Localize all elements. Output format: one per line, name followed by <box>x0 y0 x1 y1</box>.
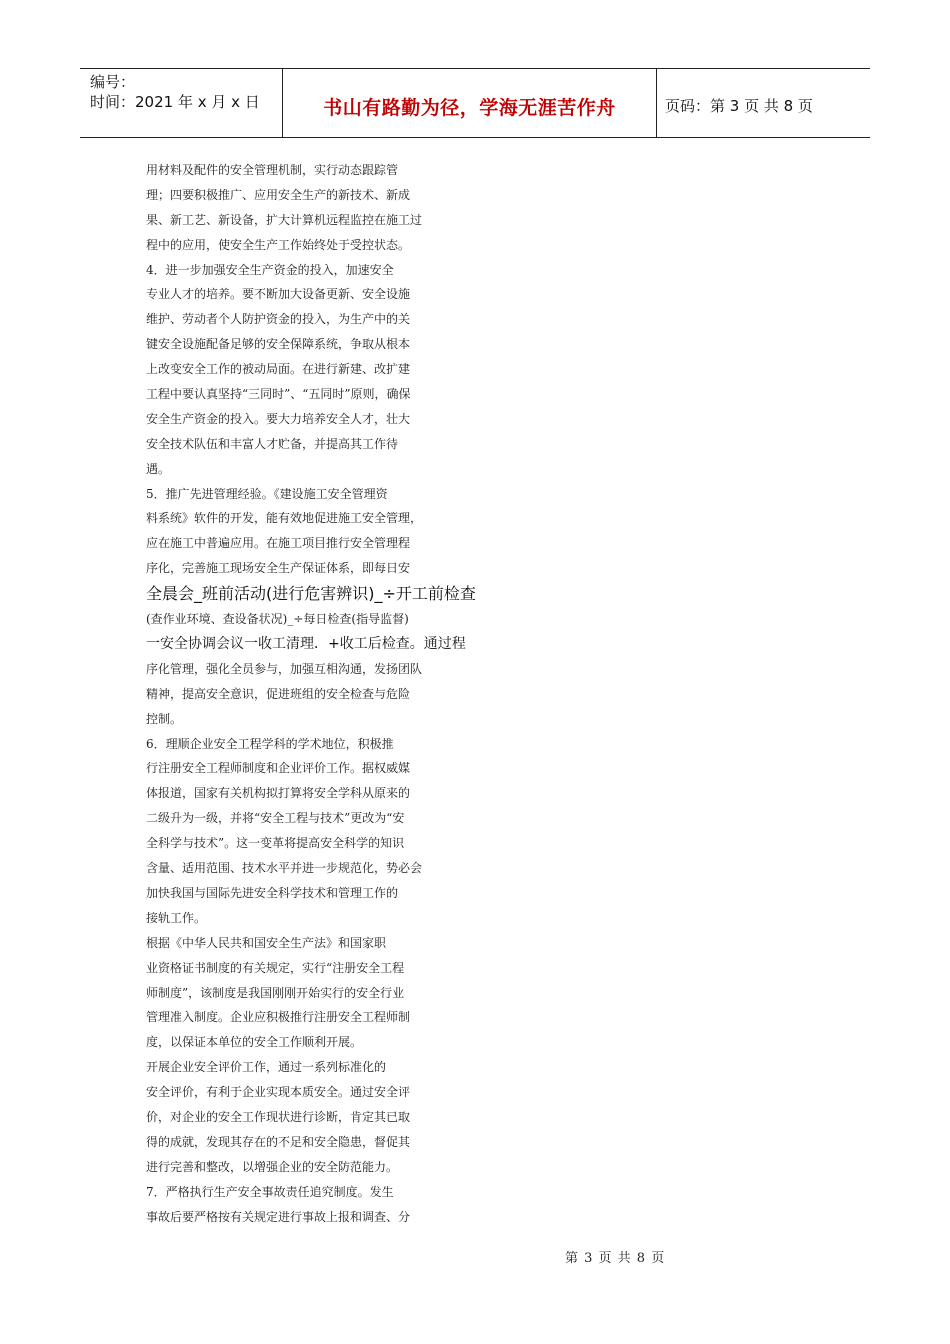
text-line: 遇。 <box>146 461 171 476</box>
text-line: 4．进一步加强安全生产资金的投入，加速安全 <box>146 262 394 277</box>
text-line: 师制度”，该制度是我国刚刚开始实行的安全行业 <box>146 985 405 1000</box>
document-code-label: 编号： <box>90 73 136 91</box>
text-line: 精神，提高安全意识，促进班组的安全检查与危险 <box>146 686 411 701</box>
page-header <box>80 68 870 138</box>
text-line: 根据《中华人民共和国安全生产法》和国家职 <box>146 935 387 950</box>
text-line: 事故后要严格按有关规定进行事故上报和调查、分 <box>146 1209 411 1224</box>
text-line: 专业人才的培养。要不断加大设备更新、安全设施 <box>146 287 411 302</box>
text-line: 开展企业安全评价工作，通过一系列标准化的 <box>146 1060 387 1075</box>
text-line: 加快我国与国际先进安全科学技术和管理工作的 <box>146 885 399 900</box>
text-line: 接轨工作。 <box>146 910 207 925</box>
text-line: 控制。 <box>146 711 183 726</box>
text-line: 含量、适用范围、技术水平并进一步规范化，势必会 <box>146 861 423 876</box>
text-line: 二级升为一级，并将“安全工程与技术”更改为“安 <box>146 811 405 826</box>
text-line: 应在施工中普遍应用。在施工项目推行安全管理程 <box>146 536 411 551</box>
text-line: 果、新工艺、新设备，扩大计算机远程监控在施工过 <box>146 212 423 227</box>
text-line: 安全生产资金的投入。要大力培养安全人才，壮大 <box>146 411 411 426</box>
text-line: 料系统》软件的开发，能有效地促进施工安全管理， <box>146 511 423 526</box>
text-line: 安全技术队伍和丰富人才贮备，并提高其工作待 <box>146 436 399 451</box>
text-line: 一安全协调会议一收工清理．+收工后检查。通过程 <box>146 636 466 653</box>
text-line: 进行完善和整改，以增强企业的安全防范能力。 <box>146 1159 399 1174</box>
header-meta <box>80 69 282 137</box>
text-line: 安全评价，有利于企业实现本质安全。通过安全评 <box>146 1085 411 1100</box>
header-page-cell <box>656 69 870 137</box>
text-line: 6．理顺企业安全工程学科的学术地位，积极推 <box>146 736 394 751</box>
body-text <box>146 158 506 1229</box>
text-line: 管理准入制度。企业应积极推行注册安全工程师制 <box>146 1010 411 1025</box>
text-line: 全科学与技术”。这一变革将提高安全科学的知识 <box>146 836 405 851</box>
text-line: 理；四要积极推广、应用安全生产的新技术、新成 <box>146 187 411 202</box>
header-page-number: 页码：第 3 页 共 8 页 <box>665 97 813 115</box>
text-line: 键安全设施配备足够的安全保障系统，争取从根本 <box>146 337 411 352</box>
text-line: 程中的应用，使安全生产工作始终处于受控状态。 <box>146 237 411 252</box>
text-line: 得的成就，发现其存在的不足和安全隐患，督促其 <box>146 1134 411 1149</box>
text-line: 度，以保证本单位的安全工作顺利开展。 <box>146 1035 363 1050</box>
text-line: 价，对企业的安全工作现状进行诊断，肯定其已取 <box>146 1109 411 1124</box>
text-line: 序化管理，强化全员参与，加强互相沟通，发扬团队 <box>146 661 423 676</box>
header-motto-cell <box>282 69 657 137</box>
text-line: 序化，完善施工现场安全生产保证体系，即每日安 <box>146 561 411 576</box>
text-line: 体报道，国家有关机构拟打算将安全学科从原来的 <box>146 786 411 801</box>
text-line: 5．推广先进管理经验。《建设施工安全管理资 <box>146 486 388 501</box>
header-motto: 书山有路勤为径，学海无涯苦作舟 <box>323 97 616 119</box>
text-line: 维护、劳动者个人防护资金的投入，为生产中的关 <box>146 312 411 327</box>
document-date-label: 时间：2021 年 x 月 x 日 <box>90 93 260 111</box>
text-line: 行注册安全工程师制度和企业评价工作。据权威媒 <box>146 761 411 776</box>
text-line: 业资格证书制度的有关规定，实行“注册安全工程 <box>146 960 405 975</box>
text-line: 用材料及配件的安全管理机制，实行动态跟踪管 <box>146 163 399 177</box>
text-line: 7．严格执行生产安全事故责任追究制度。发生 <box>146 1184 394 1199</box>
text-line: 上改变安全工作的被动局面。在进行新建、改扩建 <box>146 362 411 377</box>
text-line: 工程中要认真坚持“三同时”、“五同时”原则，确保 <box>146 387 411 402</box>
text-line: 全晨会_班前活动(进行危害辨识)_÷开工前检查 <box>146 584 476 604</box>
page-footer: 第 3 页 共 8 页 <box>565 1251 666 1266</box>
text-line: (查作业环境、查设备状况)_÷每日检查(指导监督) <box>146 612 409 627</box>
